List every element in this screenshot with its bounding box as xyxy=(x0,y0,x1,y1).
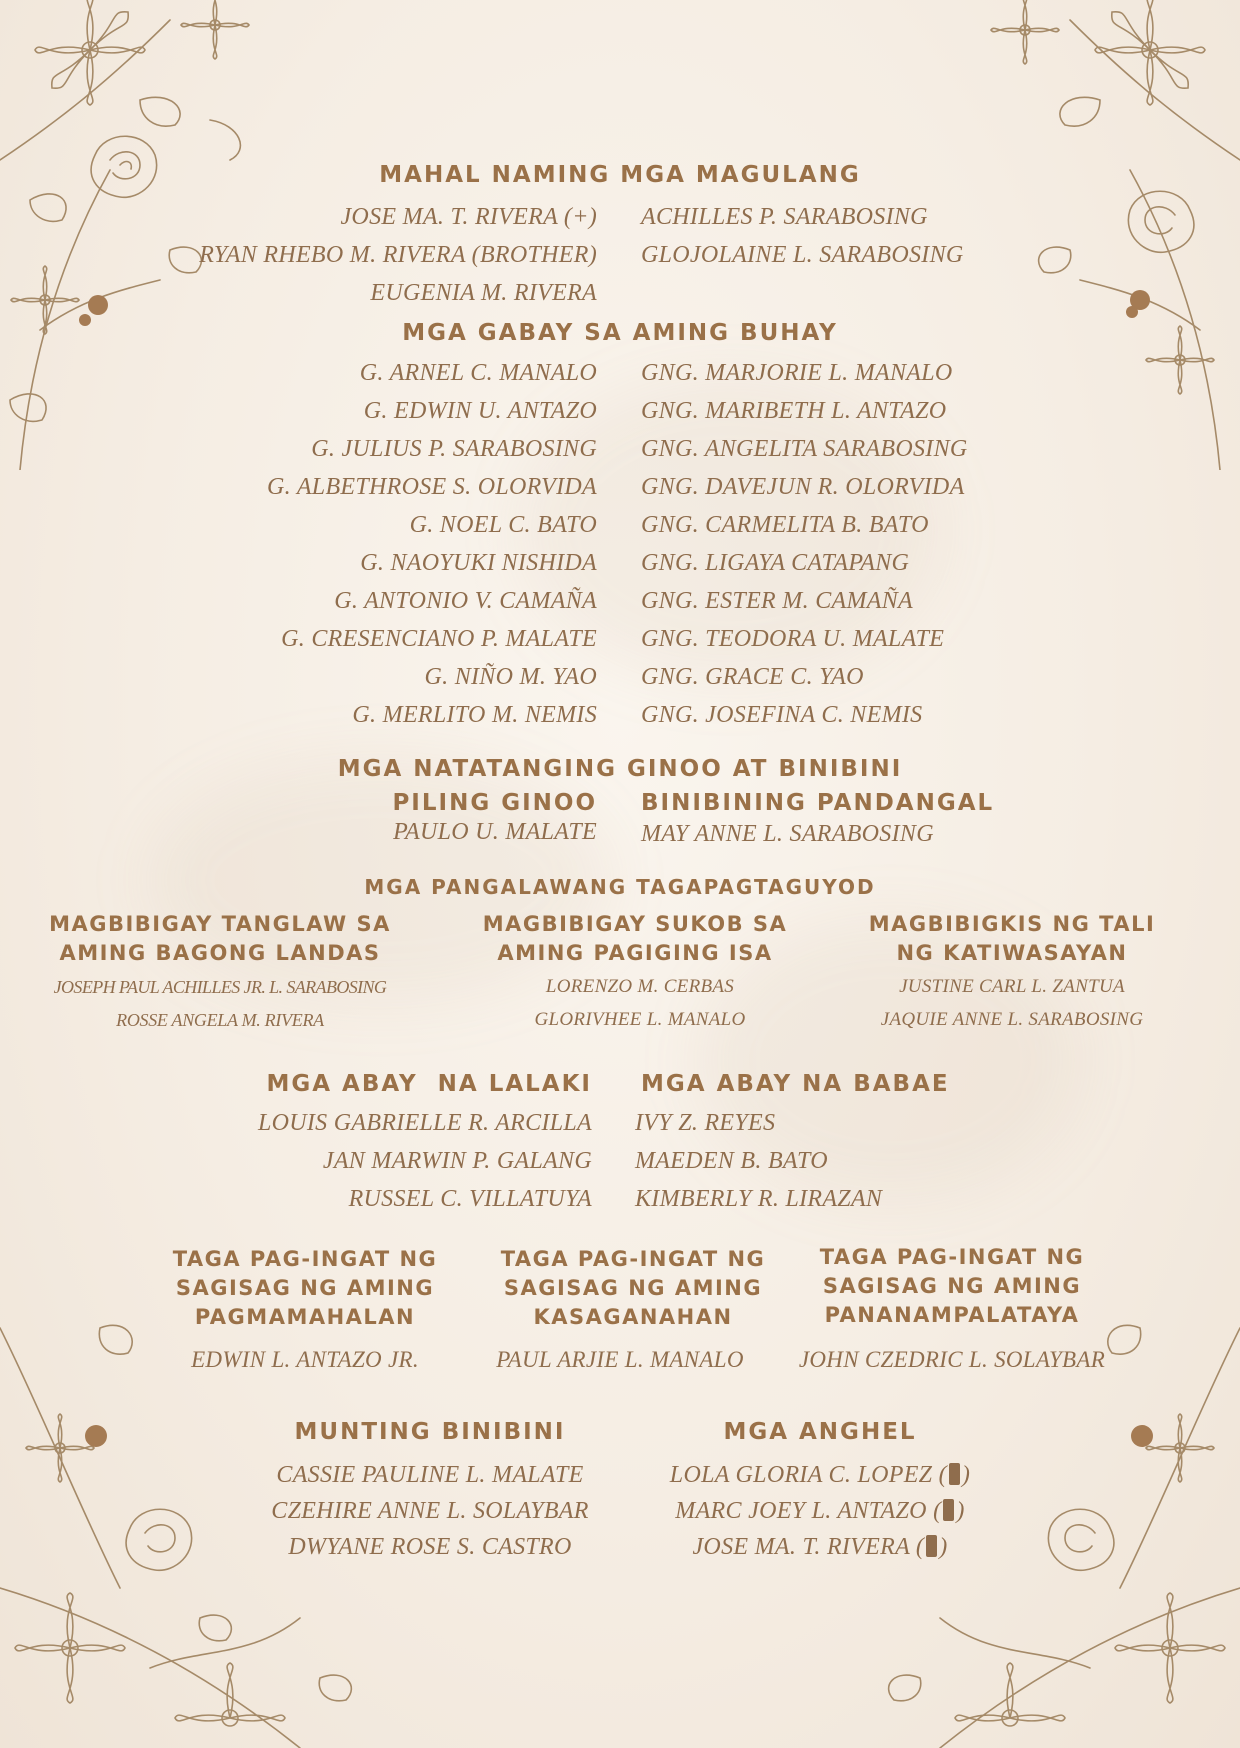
angel-item xyxy=(620,1457,1020,1493)
title-line: TAGA PAG-INGAT NG xyxy=(500,1247,766,1271)
angel-item xyxy=(620,1493,1020,1529)
sponsor-name: G. MERLITO M. NEMIS xyxy=(352,702,597,728)
bible-bearer-title xyxy=(787,1243,1117,1330)
sponsor-name: G. ANTONIO V. CAMAÑA xyxy=(334,588,597,614)
bible-bearer-name: JOHN CZEDRIC L. SOLAYBAR xyxy=(798,1347,1106,1372)
groomsman-name: JAN MARWIN P. GALANG xyxy=(322,1148,592,1174)
cord-sponsor-name: JAQUIE ANNE L. SARABOSING xyxy=(880,1009,1144,1030)
groomsman-name: RUSSEL C. VILLATUYA xyxy=(348,1186,592,1212)
sponsor-name: GNG. GRACE C. YAO xyxy=(641,664,864,690)
ring-bearer-title xyxy=(140,1245,470,1332)
bridesmaid-name: KIMBERLY R. LIRAZAN xyxy=(635,1186,883,1212)
title-line: TAGA PAG-INGAT NG xyxy=(819,1245,1085,1269)
coin-bearer-title xyxy=(468,1245,798,1332)
veil-sponsors-title xyxy=(455,910,815,968)
sponsor-name: GNG. JOSEFINA C. NEMIS xyxy=(641,702,923,728)
bridesmaid-name: IVY Z. REYES xyxy=(635,1110,776,1136)
veil-sponsor-name: LORENZO M. CERBAS xyxy=(545,976,735,997)
parents-heading: MAHAL NAMING MGA MAGULANG xyxy=(379,162,861,188)
angel-suffix: ) xyxy=(939,1534,948,1560)
sponsor-name: GNG. CARMELITA B. BATO xyxy=(641,512,929,538)
dagger-mark-icon xyxy=(949,1463,960,1485)
title-line: PAGMAMAHALAN xyxy=(194,1305,416,1329)
sponsors-heading: MGA GABAY SA AMING BUHAY xyxy=(402,320,838,346)
parent-name: GLOJOLAINE L. SARABOSING xyxy=(641,242,964,268)
candle-sponsor-name: JOSEPH PAUL ACHILLES JR. L. SARABOSING xyxy=(53,977,387,997)
best-man-title: PILING GINOO xyxy=(392,790,597,816)
angel-suffix: ) xyxy=(956,1498,965,1524)
parent-name: EUGENIA M. RIVERA xyxy=(370,280,597,306)
angel-name: MARC JOEY L. ANTAZO ( xyxy=(675,1498,942,1524)
title-line: SAGISAG NG AMING xyxy=(175,1276,435,1300)
sponsor-name: GNG. ANGELITA SARABOSING xyxy=(641,436,968,462)
flower-girl-name: CZEHIRE ANNE L. SOLAYBAR xyxy=(271,1498,589,1524)
sponsor-name: G. NIÑO M. YAO xyxy=(424,664,597,690)
dagger-mark-icon xyxy=(943,1499,954,1521)
best-man-name: PAULO U. MALATE xyxy=(393,819,597,845)
female-sponsors-list xyxy=(641,354,1141,734)
sponsor-name: GNG. TEODORA U. MALATE xyxy=(641,626,945,652)
sponsor-name: GNG. MARJORIE L. MANALO xyxy=(641,360,953,386)
parent-name: ACHILLES P. SARABOSING xyxy=(641,204,928,230)
bridesmaids-list xyxy=(635,1104,1035,1218)
flower-girl-name: CASSIE PAULINE L. MALATE xyxy=(276,1462,584,1488)
cord-sponsors-title xyxy=(832,910,1192,968)
cord-sponsor-name: JUSTINE CARL L. ZANTUA xyxy=(899,976,1125,997)
angel-name: JOSE MA. T. RIVERA ( xyxy=(692,1534,925,1560)
title-line: AMING BAGONG LANDAS xyxy=(59,941,381,965)
parent-name: JOSE MA. T. RIVERA (+) xyxy=(340,204,597,230)
title-line: KASAGANAHAN xyxy=(533,1305,733,1329)
sponsor-name: GNG. MARIBETH L. ANTAZO xyxy=(641,398,947,424)
parent-name: RYAN RHEBO M. RIVERA (BROTHER) xyxy=(199,242,597,268)
angel-item xyxy=(620,1529,1020,1565)
sponsor-name: G. JULIUS P. SARABOSING xyxy=(311,436,597,462)
title-line: TAGA PAG-INGAT NG xyxy=(172,1247,438,1271)
title-line: SAGISAG NG AMING xyxy=(822,1274,1082,1298)
bride-parents-list xyxy=(641,198,1141,274)
candle-sponsors-title xyxy=(40,910,400,968)
title-line: MAGBIBIGKIS NG TALI xyxy=(868,912,1156,936)
angel-suffix: ) xyxy=(961,1462,971,1488)
sponsor-name: G. CRESENCIANO P. MALATE xyxy=(281,626,597,652)
maid-of-honor-title: BINIBINING PANDANGAL xyxy=(641,790,995,816)
flower-girls-list xyxy=(230,1457,630,1565)
candle-sponsor-name: ROSSE ANGELA M. RIVERA xyxy=(116,1010,324,1030)
sponsor-name: G. ALBETHROSE S. OLORVIDA xyxy=(267,474,597,500)
groom-parents-list xyxy=(130,198,597,312)
coin-bearer-name: PAUL ARJIE L. MANALO xyxy=(496,1347,744,1372)
title-line: PANANAMPALATAYA xyxy=(824,1303,1080,1327)
bridesmaids-heading: MGA ABAY NA BABAE xyxy=(641,1071,950,1097)
groomsmen-list xyxy=(130,1104,592,1218)
sponsor-name: G. NAOYUKI NISHIDA xyxy=(360,550,597,576)
title-line: MAGBIBIGAY SUKOB SA xyxy=(482,912,788,936)
title-line: NG KATIWASAYAN xyxy=(896,941,1128,965)
title-line: MAGBIBIGAY TANGLAW SA xyxy=(49,912,391,936)
secondary-heading: MGA PANGALAWANG TAGAPAGTAGUYOD xyxy=(364,875,876,899)
sponsor-name: G. ARNEL C. MANALO xyxy=(359,360,597,386)
dagger-mark-icon xyxy=(926,1535,937,1557)
angels-heading: MGA ANGHEL xyxy=(723,1419,917,1445)
ring-bearer-name: EDWIN L. ANTAZO JR. xyxy=(191,1347,419,1372)
male-sponsors-list xyxy=(130,354,597,734)
bridesmaid-name: MAEDEN B. BATO xyxy=(635,1148,828,1174)
sponsor-name: G. EDWIN U. ANTAZO xyxy=(363,398,597,424)
groomsmen-heading: MGA ABAY NA LALAKI xyxy=(266,1071,592,1097)
best-heading: MGA NATATANGING GINOO AT BINIBINI xyxy=(337,756,903,782)
angels-list xyxy=(620,1457,1020,1565)
title-line: AMING PAGIGING ISA xyxy=(497,941,773,965)
title-line: SAGISAG NG AMING xyxy=(503,1276,763,1300)
flower-girl-name: DWYANE ROSE S. CASTRO xyxy=(288,1534,572,1560)
angel-name: LOLA GLORIA C. LOPEZ ( xyxy=(669,1462,947,1488)
sponsor-name: G. NOEL C. BATO xyxy=(409,512,597,538)
sponsor-name: GNG. LIGAYA CATAPANG xyxy=(641,550,910,576)
maid-of-honor-name: MAY ANNE L. SARABOSING xyxy=(641,821,934,847)
flower-girls-heading: MUNTING BINIBINI xyxy=(294,1419,566,1445)
groomsman-name: LOUIS GABRIELLE R. ARCILLA xyxy=(257,1110,592,1136)
veil-sponsor-name: GLORIVHEE L. MANALO xyxy=(534,1009,746,1030)
sponsor-name: GNG. DAVEJUN R. OLORVIDA xyxy=(641,474,965,500)
sponsor-name: GNG. ESTER M. CAMAÑA xyxy=(641,588,913,614)
